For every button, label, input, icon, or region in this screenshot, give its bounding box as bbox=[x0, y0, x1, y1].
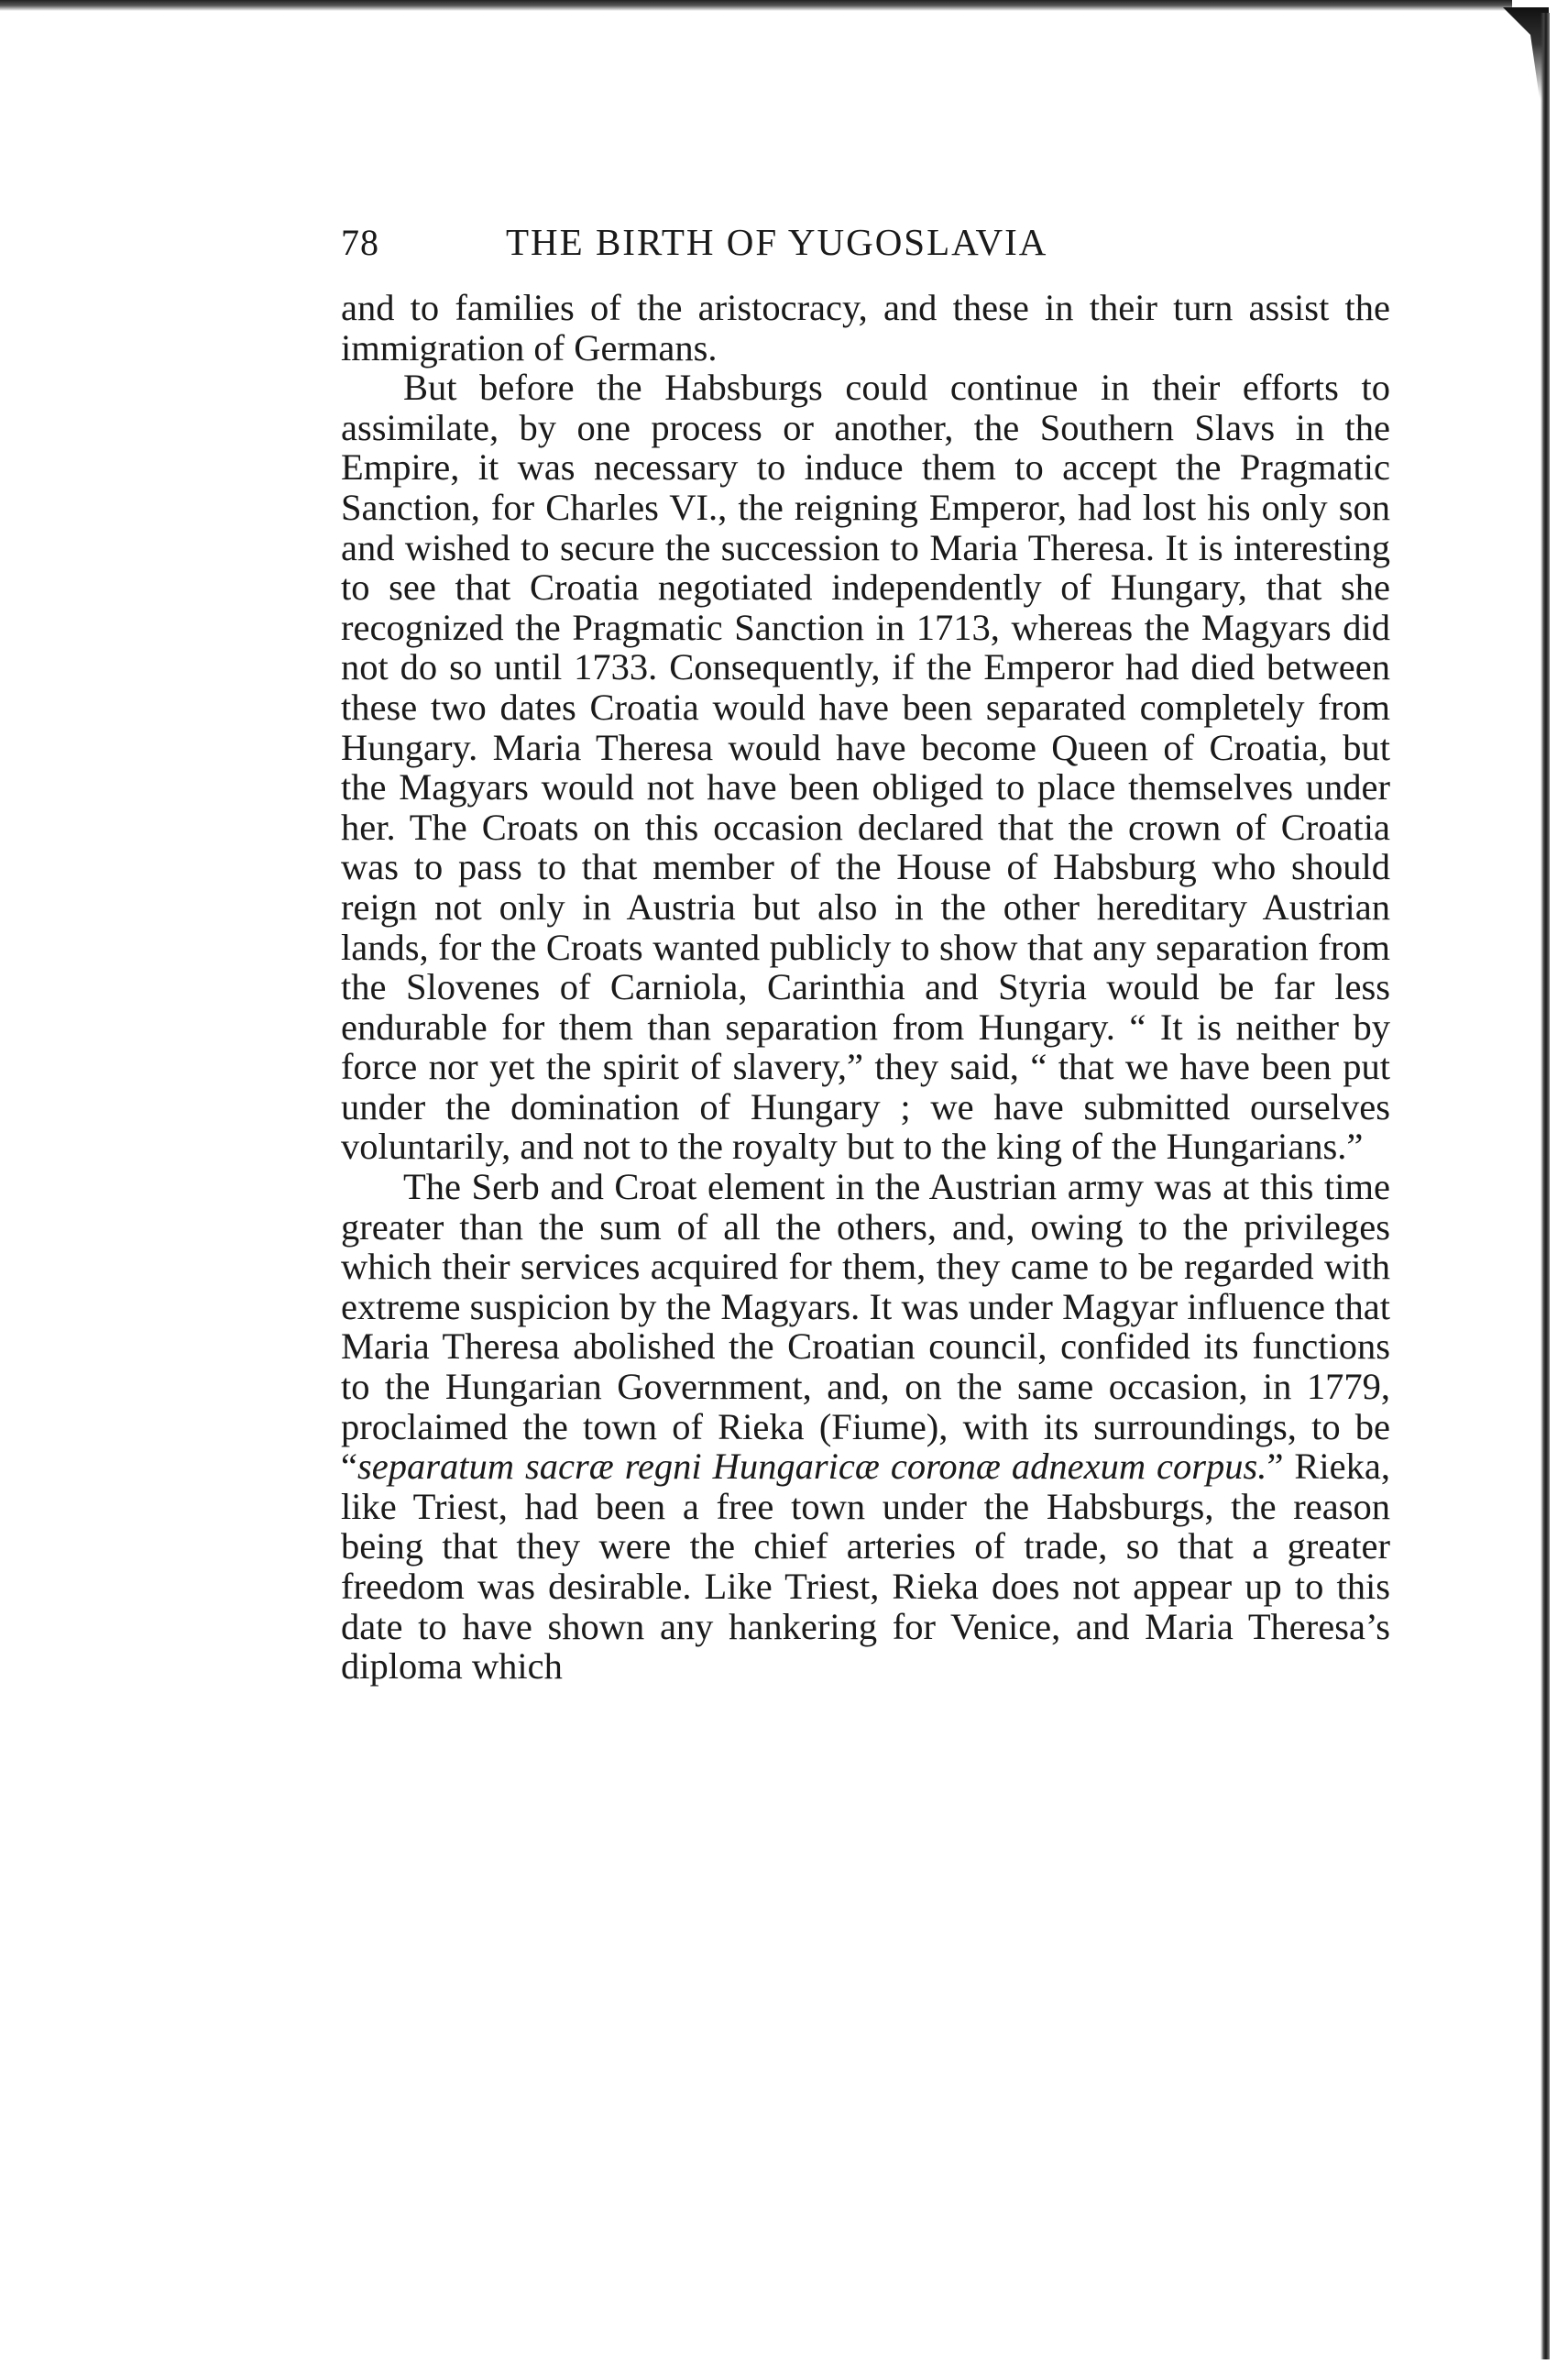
paragraph-serb-croat-army bbox=[341, 1167, 1390, 1687]
paragraph-pragmatic-sanction: But before the Habsburgs could continue in their efforts to assimilate, by one process or another, the Southern Slavs in the Empire, it was necessary to induce them to accept the Pragmatic Sanction, for Charles VI., the reigning Emperor, had lost his only son and wished to secure the succession to Maria Theresa. It is interesting to see that Croatia negotiated independently of Hungary, that she recognized the Pragmatic Sanction in 1713, whereas the Magyars did not do so until 1733. Consequently, if the Emperor had died between these two dates Croatia would have been separated completely from Hungary. Maria Theresa would have become Queen of Croatia, but the Magyars would not have been obliged to place themselves under her. The Croats on this occasion declared that the crown of Croatia was to pass to that member of the House of Habsburg who should reign not only in Austria but also in the other hereditary Austrian lands, for the Croats wanted publicly to show that any separation from the Slovenes of Carniola, Carinthia and Styria would be far less endurable for them than separation from Hungary. “ It is neither by force nor yet the spirit of slavery,” they said, “ that we have been put under the domination of Hungary ; we have submitted ourselves voluntarily, and not to the royalty but to the king of the Hungarians.” bbox=[341, 367, 1390, 1168]
book-page bbox=[341, 220, 1390, 1687]
scan-top-edge bbox=[0, 0, 1512, 11]
scan-right-edge bbox=[1541, 13, 1550, 2359]
paragraph-text-before-quote: The Serb and Croat element in the Austrian army was at this time greater than the sum of all the others, and, owing to the privileges which their services acquired for them, they came to be regarded with extreme suspicion by the Magyars. It was under Magyar influence that Maria Theresa abolished the Croatian council, confided its functions to the Hungarian Government, and, on the same occasion, in 1779, proclaimed the town of Rieka (Fiume), with its surroundings, to be “ bbox=[341, 1166, 1390, 1488]
running-head bbox=[341, 220, 1390, 264]
paragraph-continuation: and to families of the aristocracy, and these in their turn assist the immigration of Germans. bbox=[341, 287, 1390, 368]
paragraph-text-after-quote: ” Rieka, like Triest, had been a free town under the Habsburgs, the reason being that they were the chief arteries of trade, so that a greater freedom was desirable. Like Triest, Rieka does not appear up to this date to have shown any hankering for Venice, and Maria Theresa’s diploma which bbox=[341, 1446, 1390, 1688]
body-text bbox=[341, 288, 1390, 1687]
latin-quotation: separatum sacræ regni Hungaricæ coronæ adnexum corpus. bbox=[356, 1446, 1267, 1488]
page-number: 78 bbox=[341, 222, 379, 263]
running-title: THE BIRTH OF YUGOSLAVIA bbox=[506, 221, 1048, 263]
